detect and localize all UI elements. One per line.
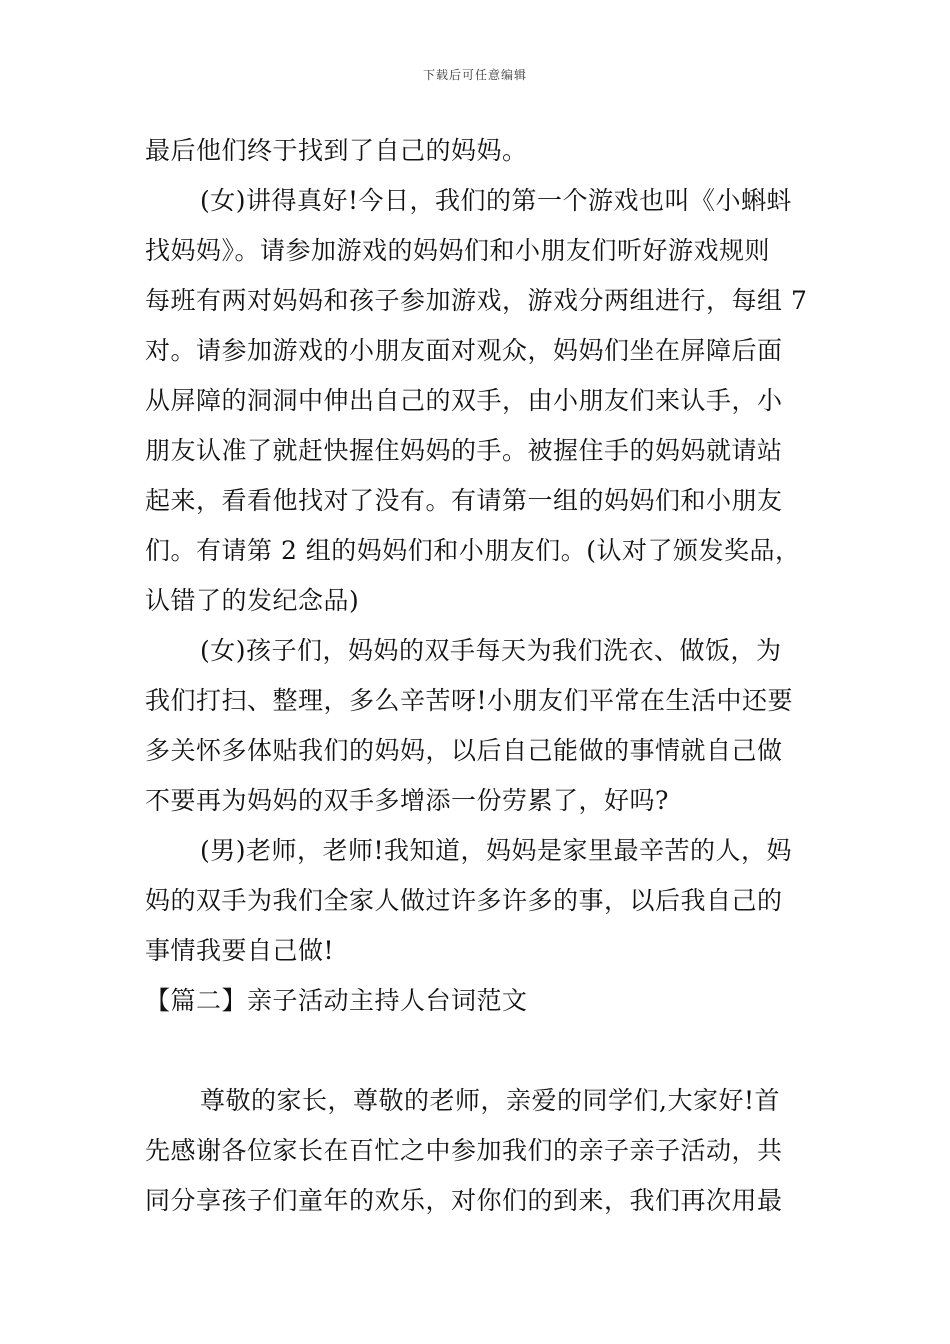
text-line: 起来，看看他找对了没有。有请第一组的妈妈们和小朋友 [145,486,783,515]
text-line: 同分享孩子们童年的欢乐，对你们的到来，我们再次用最 [145,1186,783,1215]
paragraph-start-line: 尊敬的家长，尊敬的老师，亲爱的同学们,大家好!首 [200,1086,780,1115]
paragraph-start-line: (女)讲得真好!今日，我们的第一个游戏也叫《小蝌蚪 [200,186,793,215]
text-line: 先感谢各位家长在百忙之中参加我们的亲子亲子活动，共 [145,1136,783,1165]
section-heading: 【篇二】亲子活动主持人台词范文 [145,986,528,1015]
blank-line [145,1026,810,1076]
text-line: 认错了的发纪念品) [145,586,360,615]
text-line: 们。有请第 2 组的妈妈们和小朋友们。(认对了颁发奖品， [145,536,801,565]
text-line: 妈的双手为我们全家人做过许多许多的事，以后我自己的 [145,886,783,915]
paragraph-start-line: (女)孩子们，妈妈的双手每天为我们洗衣、做饭，为 [200,636,782,665]
text-line: 从屏障的洞洞中伸出自己的双手，由小朋友们来认手，小 [145,386,783,415]
text-line: 找妈妈》。请参加游戏的妈妈们和小朋友们听好游戏规则 [145,236,771,265]
text-line: 不要再为妈妈的双手多增添一份劳累了，好吗? [145,786,669,815]
document-body [145,126,810,1226]
text-line: 我们打扫、整理，多么辛苦呀!小朋友们平常在生活中还要 [145,686,794,715]
text-line: 最后他们终于找到了自己的妈妈。 [145,136,528,165]
page-header: 下载后可任意编辑 [422,68,527,82]
text-line: 事情我要自己做! [145,936,335,965]
text-line: 每班有两对妈妈和孩子参加游戏，游戏分两组进行，每组 7 [145,286,808,315]
text-line: 对。请参加游戏的小朋友面对观众，妈妈们坐在屏障后面 [145,336,783,365]
text-line: 朋友认准了就赶快握住妈妈的手。被握住手的妈妈就请站 [145,436,783,465]
text-line: 多关怀多体贴我们的妈妈，以后自己能做的事情就自己做 [145,736,783,765]
paragraph-start-line: (男)老师，老师!我知道，妈妈是家里最辛苦的人，妈 [200,836,793,865]
